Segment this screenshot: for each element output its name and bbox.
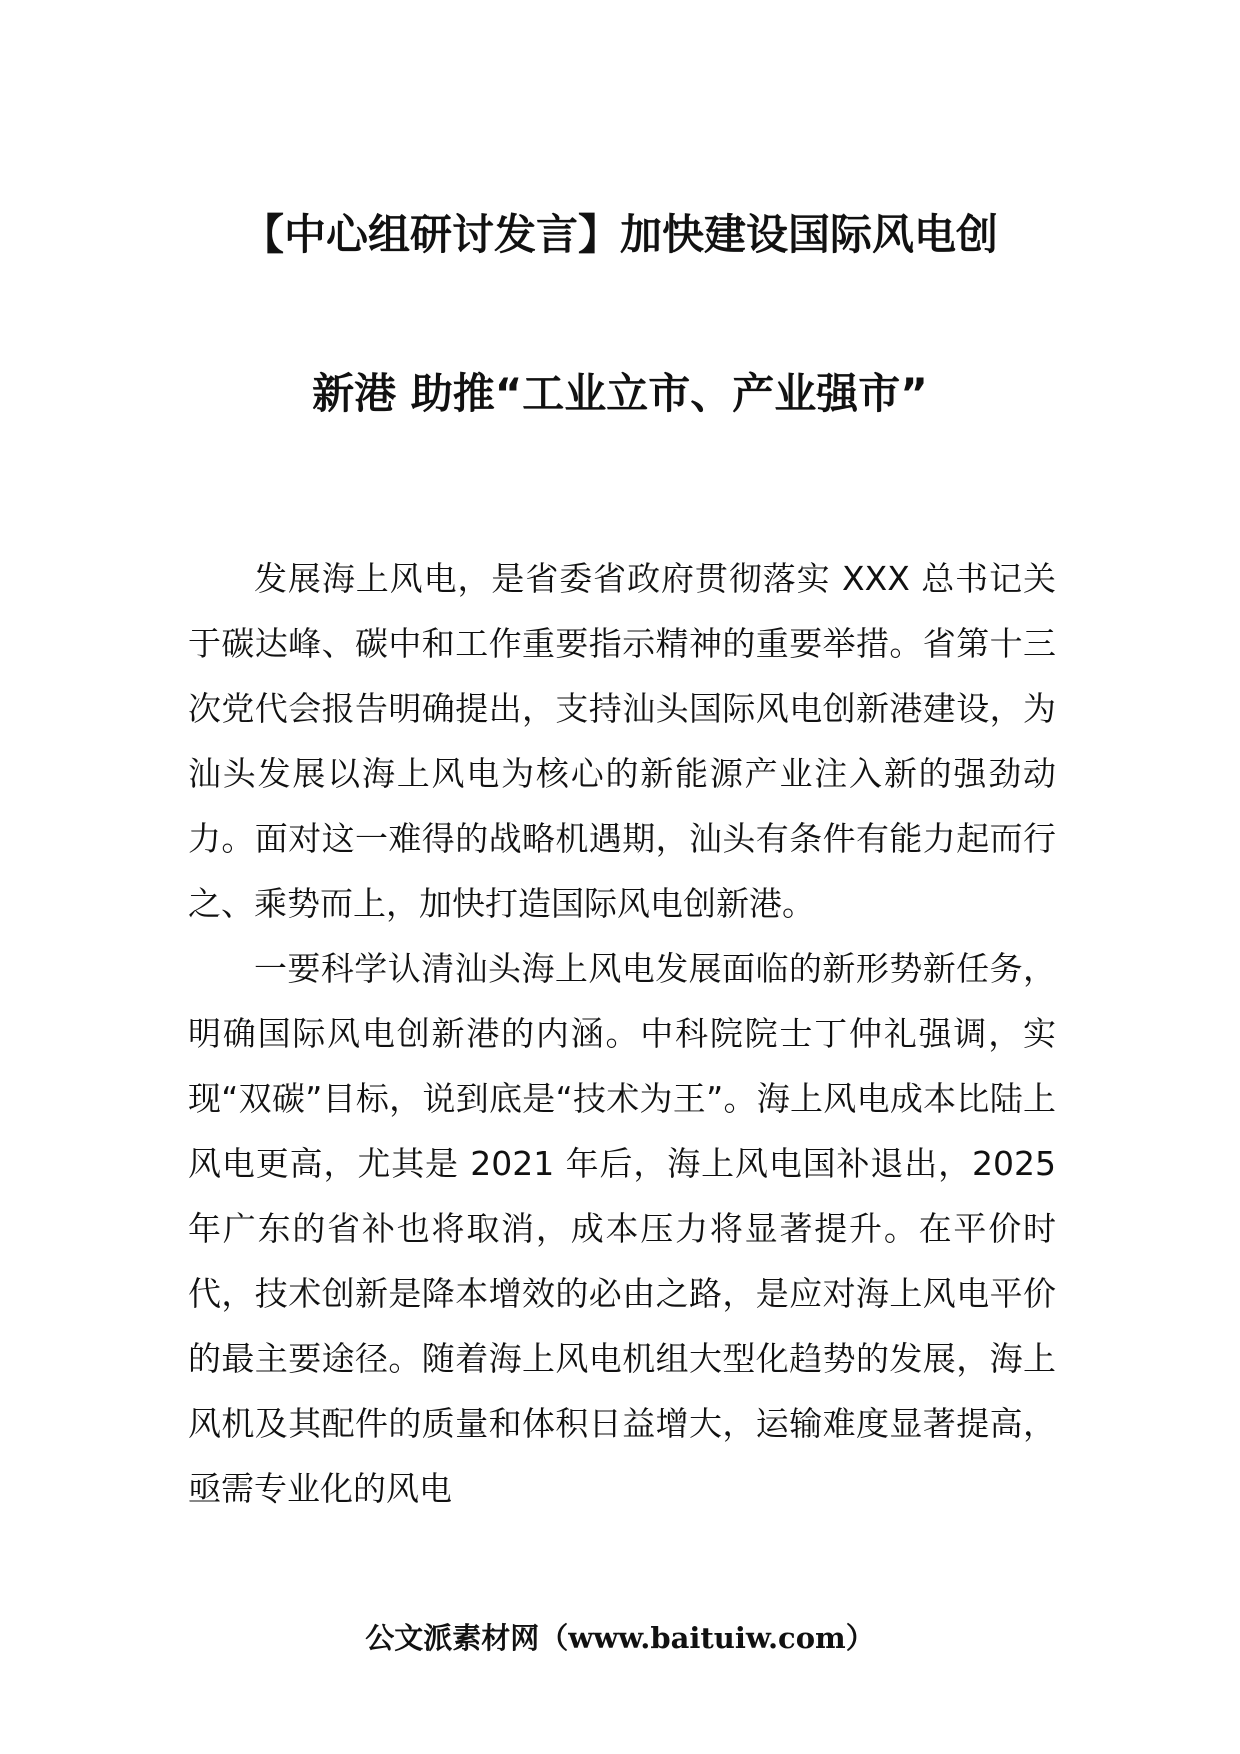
body-paragraph-1: 发展海上风电，是省委省政府贯彻落实 XXX 总书记关于碳达峰、碳中和工作重要指示精神的重要举措。省第十三次党代会报告明确提出，支持汕头国际风电创新港建设，为汕头发展以海上风电为核心的新能源产业注入新的强劲动力。面对这一难得的战略机遇期，汕头有条件有能力起而行之、乘势而上，加快打造国际风电创新港。	[188, 559, 1056, 923]
body-paragraph-2: 一要科学认清汕头海上风电发展面临的新形势新任务，明确国际风电创新港的内涵。中科院院士丁仲礼强调，实现“双碳”目标，说到底是“技术为王”。海上风电成本比陆上风电更高，尤其是 2021 年后，海上风电国补退出，2025 年广东的省补也将取消，成本压力将显著提升。在平价时代，技术创新是降本增效的必由之路，是应对海上风电平价的最主要途径。随着海上风电机组大型化趋势的发展，海上风机及其配件的质量和体积日益增大，运输难度显著提高，亟需专业化的风电	[188, 949, 1056, 1508]
document-title-line-1: 【中心组研讨发言】加快建设国际风电创	[241, 210, 998, 259]
page-footer-watermark: 公文派素材网（www.baituiw.com）	[365, 1621, 875, 1655]
document-body	[188, 546, 1056, 1521]
document-title-line-2: 新港 助推“工业立市、产业强市”	[312, 369, 928, 418]
